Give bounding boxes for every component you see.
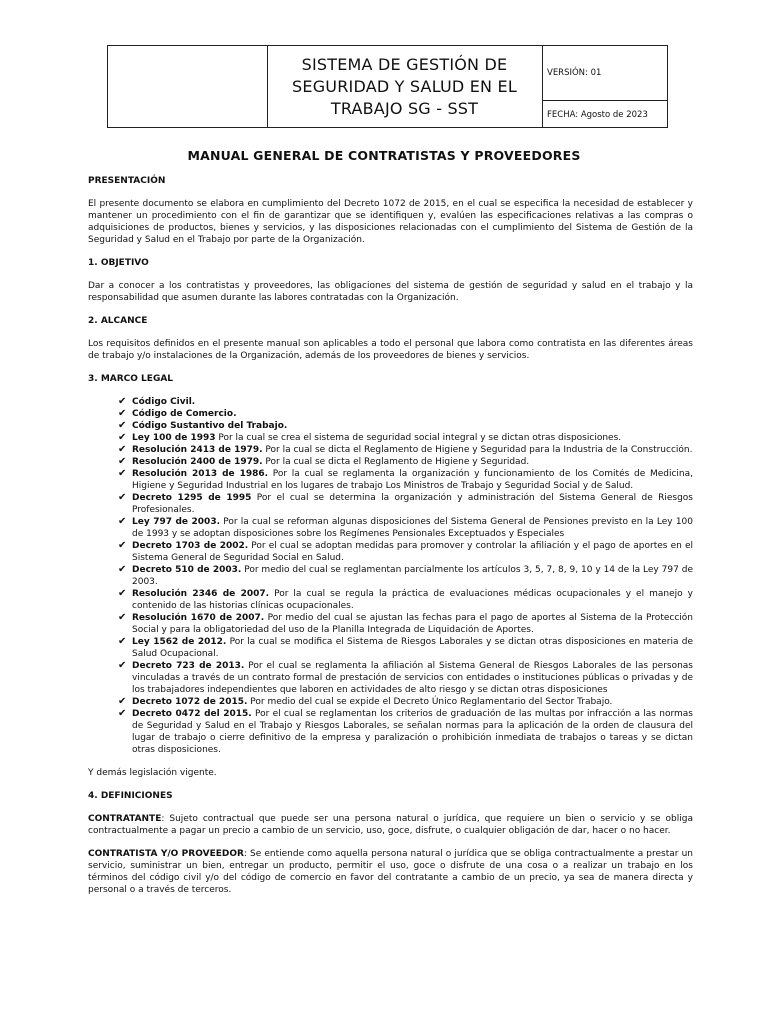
legal-item <box>118 636 693 660</box>
legal-item <box>118 612 693 636</box>
legal-item <box>118 468 693 492</box>
document-title: MANUAL GENERAL DE CONTRATISTAS Y PROVEEDORES <box>187 148 581 163</box>
checkmark-icon: ✔ <box>118 588 127 599</box>
legal-item-title: Resolución 2413 de 1979. <box>132 445 263 455</box>
definition-contratante-text: : Sujeto contractual que puede ser una persona natural o jurídica, que requiere un bien o servicio y se obliga contractualmente a pagar un precio a cambio de un servicio, uso, goce, disfrute, o cualquier obligación de dar, hacer o no hacer. <box>88 814 693 836</box>
section-heading-objetivo: 1. OBJETIVO <box>88 258 149 268</box>
legal-item-title: Ley 100 de 1993 <box>132 433 216 443</box>
checkmark-icon: ✔ <box>118 612 127 623</box>
section-heading-definiciones: 4. DEFINICIONES <box>88 791 173 801</box>
term-contratista: CONTRATISTA Y/O PROVEEDOR <box>88 849 244 859</box>
header-title <box>267 46 543 127</box>
checkmark-icon: ✔ <box>118 540 127 551</box>
checkmark-icon: ✔ <box>118 456 127 467</box>
definition-contratante <box>88 813 693 837</box>
paragraph-objetivo: Dar a conocer a los contratistas y proveedores, las obligaciones del sistema de gestión de seguridad y salud en el trabajo y la responsabilidad que asumen durante las labores contratadas con la Organización. <box>88 281 693 303</box>
term-contratante: CONTRATANTE <box>88 814 162 824</box>
paragraph-legislacion-vigente: Y demás legislación vigente. <box>88 768 217 778</box>
document-header-table <box>107 45 668 128</box>
legal-item <box>118 396 693 408</box>
header-meta <box>542 46 668 127</box>
legal-item-title: Resolución 2013 de 1986. <box>132 469 269 479</box>
version-label: VERSIÓN: 01 <box>542 46 668 101</box>
date-label: FECHA: Agosto de 2023 <box>547 109 648 120</box>
legal-item-title: Decreto 0472 del 2015. <box>132 709 252 719</box>
checkmark-icon: ✔ <box>118 564 127 575</box>
legal-item <box>118 708 693 756</box>
legal-framework-list <box>88 396 693 756</box>
legal-item-title: Ley 797 de 2003. <box>132 517 221 527</box>
legal-item <box>118 444 693 456</box>
header-title-line-3: TRABAJO SG - SST <box>330 98 479 118</box>
legal-item-title: Código Sustantivo del Trabajo. <box>132 421 288 431</box>
definition-contratista <box>88 848 693 896</box>
checkmark-icon: ✔ <box>118 492 127 503</box>
paragraph-presentacion: El presente documento se elabora en cumplimiento del Decreto 1072 de 2015, en el cual se especifica la necesidad de establecer y mantener un procedimiento con el fin de garantizar que se identifiquen y, evalúen las especificaciones relativas a las compras o adquisiciones de productos, bienes y servicios, y las disposiciones relacionadas con el cumplimiento del Sistema de Gestión de la Seguridad y Salud en el Trabajo por parte de la Organización. <box>88 199 693 245</box>
legal-item-text: Por la cual se dicta el Reglamento de Higiene y Seguridad. <box>262 457 530 467</box>
checkmark-icon: ✔ <box>118 708 127 719</box>
legal-item <box>118 432 693 444</box>
legal-item <box>118 696 693 708</box>
legal-item-text: Por medio del cual se expide el Decreto Único Reglamentario del Sector Trabajo. <box>247 697 613 707</box>
checkmark-icon: ✔ <box>118 408 127 419</box>
legal-item <box>118 516 693 540</box>
legal-item-text: Por medio del cual se reglamentan parcialmente los artículos 3, 5, 7, 8, 9, 10 y 14 de la Ley 797 de 2003. <box>132 565 693 587</box>
section-heading-alcance: 2. ALCANCE <box>88 316 148 326</box>
checkmark-icon: ✔ <box>118 420 127 431</box>
checkmark-icon: ✔ <box>118 468 127 479</box>
section-heading-presentacion: PRESENTACIÓN <box>88 176 166 186</box>
legal-item-title: Decreto 723 de 2013. <box>132 661 245 671</box>
legal-item-text: Por la cual se reglamenta la organización y funcionamiento de los Comités de Medicina, Higiene y Seguridad Industrial en los lugares de trabajo Los Ministros de Trabajo y Seguridad Social y de Salud. <box>132 469 693 491</box>
legal-item-title: Código de Comercio. <box>132 409 237 419</box>
legal-item-title: Resolución 2346 de 2007. <box>132 589 270 599</box>
legal-item-text: Por la cual se reforman algunas disposiciones del Sistema General de Pensiones previsto en la Ley 100 de 1993 y se adoptan disposiciones sobre los Regímenes Pensionales Exceptuados y Especiales <box>132 517 694 539</box>
legal-item-text: Por la cual se crea el sistema de seguridad social integral y se dictan otras disposiciones. <box>215 433 622 443</box>
legal-item-title: Resolución 2400 de 1979. <box>132 457 263 467</box>
legal-item-title: Código Civil. <box>132 397 196 407</box>
legal-item <box>118 540 693 564</box>
logo-cell <box>108 46 268 127</box>
legal-item <box>118 456 693 468</box>
legal-item-title: Ley 1562 de 2012. <box>132 637 227 647</box>
checkmark-icon: ✔ <box>118 396 127 407</box>
checkmark-icon: ✔ <box>118 660 127 671</box>
definition-contratista-text: : Se entiende como aquella persona natural o jurídica que se obliga contractualmente a prestar un servicio, suministrar un bien, entregar un producto, permitir el uso, goce o disfrute de una cosa o a realizar un trabajo en los términos del código civil y/o del código de comercio en favor del contratante a cambio de un precio, ya sea de manera directa y personal o a través de terceros. <box>88 849 693 895</box>
legal-item-title: Decreto 1703 de 2002. <box>132 541 249 551</box>
legal-item-text: Por medio del cual se ajustan las fechas para el pago de aportes al Sistema de la Protección Social y para la obligatoriedad del uso de la Planilla Integrada de Liquidación de Aportes. <box>132 613 693 635</box>
legal-item-title: Resolución 1670 de 2007. <box>132 613 265 623</box>
legal-item-text: Por la cual se modifica el Sistema de Riesgos Laborales y se dictan otras disposiciones en materia de Salud Ocupacional. <box>132 637 693 659</box>
legal-item <box>118 492 693 516</box>
legal-item <box>118 420 693 432</box>
legal-item-text: Por la cual se regula la práctica de evaluaciones médicas ocupacionales y el manejo y contenido de las historias clínicas ocupacionales. <box>132 589 694 611</box>
checkmark-icon: ✔ <box>118 636 127 647</box>
checkmark-icon: ✔ <box>118 432 127 443</box>
legal-item <box>118 408 693 420</box>
legal-item <box>118 660 693 696</box>
legal-item-text: Por la cual se dicta el Reglamento de Higiene y Seguridad para la Industria de la Construcción. <box>262 445 693 455</box>
legal-item-title: Decreto 1072 de 2015. <box>132 697 248 707</box>
legal-item-text: Por el cual se reglamentan los criterios de graduación de las multas por infracción a las normas de Seguridad y Salud en el Trabajo y Riesgos Laborales, se señalan normas para la aplicación de la orden de clausura del lugar de trabajo o cierre definitivo de la empresa y paralización o prohibición inmediata de trabajos o tareas y se dictan otras disposiciones. <box>132 709 693 755</box>
checkmark-icon: ✔ <box>118 696 127 707</box>
legal-item <box>118 588 693 612</box>
legal-item-title: Decreto 510 de 2003. <box>132 565 242 575</box>
legal-item-text: Por el cual se adoptan medidas para promover y controlar la afiliación y el pago de aportes en el Sistema General de Seguridad Social en Salud. <box>132 541 694 563</box>
checkmark-icon: ✔ <box>118 444 127 455</box>
header-title-line-2: SEGURIDAD Y SALUD EN EL <box>292 76 517 96</box>
legal-item-text: Por el cual se determina la organización y administración del Sistema General de Riesgos Profesionales. <box>132 493 693 515</box>
legal-item-title: Decreto 1295 de 1995 <box>132 493 252 503</box>
checkmark-icon: ✔ <box>118 516 127 527</box>
legal-item <box>118 564 693 588</box>
legal-item-text: Por el cual se reglamenta la afiliación al Sistema General de Riesgos Laborales de las personas vinculadas a través de un contrato formal de prestación de servicios con entidades o instituciones públicas o privadas y de los trabajadores independientes que laboren en actividades de alto riesgo y se dictan otras disposiciones <box>132 661 693 695</box>
header-title-line-1: SISTEMA DE GESTIÓN DE <box>301 54 508 74</box>
paragraph-alcance: Los requisitos definidos en el presente manual son aplicables a todo el personal que labora como contratista en las diferentes áreas de trabajo y/o instalaciones de la Organización, además de los proveedores de bienes y servicios. <box>88 339 693 361</box>
document-body <box>88 175 693 896</box>
section-heading-marco-legal: 3. MARCO LEGAL <box>88 374 174 384</box>
